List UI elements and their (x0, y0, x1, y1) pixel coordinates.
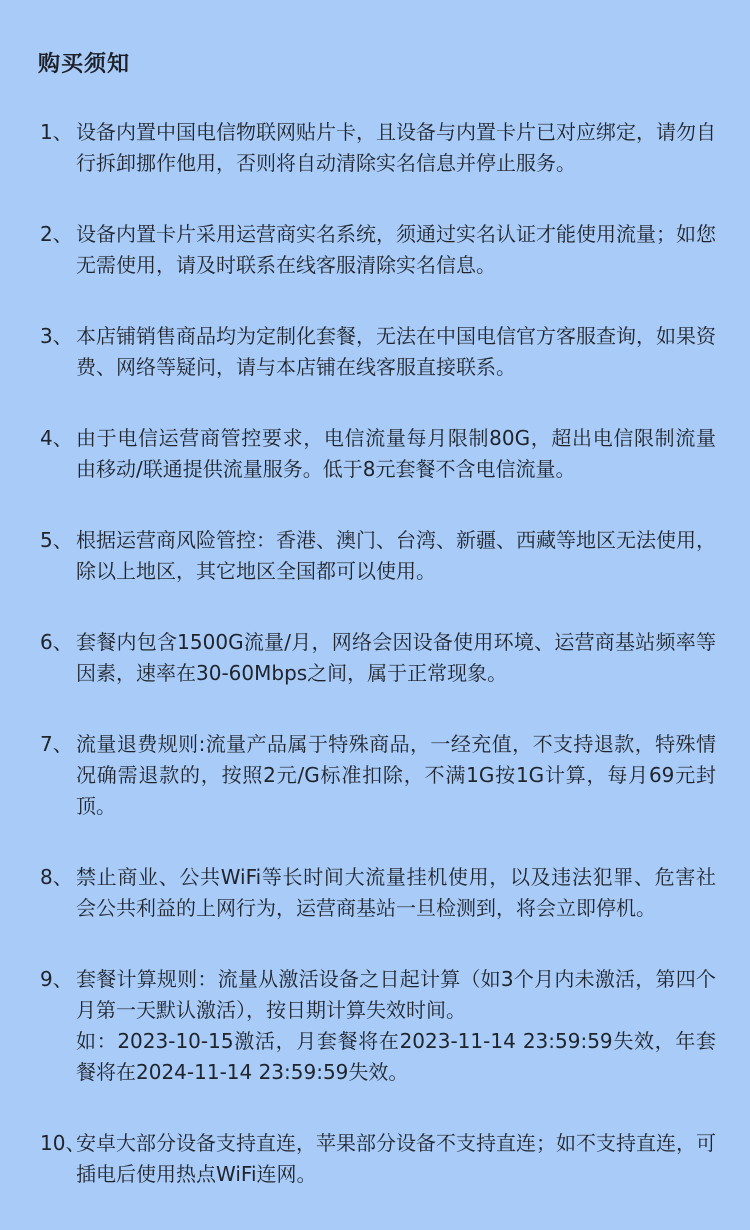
notice-item-number: 1、 (40, 120, 73, 144)
notice-item-number: 4、 (40, 426, 73, 450)
notice-item-2 (40, 219, 716, 281)
notice-item-text: 套餐计算规则：流量从激活设备之日起计算（如3个月内未激活，第四个月第一天默认激活），按日期计算失效时间。 (76, 967, 716, 1022)
notice-item-text: 本店铺销售商品均为定制化套餐，无法在中国电信官方客服查询，如果资费、网络等疑问，请与本店铺在线客服直接联系。 (76, 324, 716, 379)
notice-item-5 (40, 525, 716, 587)
notice-item-number: 3、 (40, 324, 73, 348)
notice-item-8 (40, 862, 716, 924)
notice-item-number: 5、 (40, 528, 73, 552)
notice-title: 购买须知 (38, 52, 131, 77)
notice-item-number: 10、 (40, 1131, 86, 1155)
notice-item-text: 流量退费规则:流量产品属于特殊商品，一经充值，不支持退款，特殊情况确需退款的，按照2元/G标准扣除，不满1G按1G计算，每月69元封顶。 (76, 732, 716, 818)
notice-item-text: 由于电信运营商管控要求，电信流量每月限制80G，超出电信限制流量由移动/联通提供流量服务。低于8元套餐不含电信流量。 (76, 426, 716, 481)
notice-item-number: 7、 (40, 732, 73, 756)
notice-item-6 (40, 627, 716, 689)
notice-item-number: 2、 (40, 222, 73, 246)
notice-item-number: 6、 (40, 630, 73, 654)
notice-item-text: 禁止商业、公共WiFi等长时间大流量挂机使用，以及违法犯罪、危害社会公共利益的上网行为，运营商基站一旦检测到，将会立即停机。 (76, 865, 716, 920)
notice-item-10 (40, 1128, 716, 1190)
notice-item-1 (40, 117, 716, 179)
notice-item-number: 9、 (40, 967, 73, 991)
notice-item-example: 如：2023-10-15激活，月套餐将在2023-11-14 23:59:59失效，年套餐将在2024-11-14 23:59:59失效。 (76, 1029, 716, 1084)
notice-rule-list (40, 117, 716, 1230)
notice-item-9 (40, 964, 716, 1088)
notice-item-7 (40, 729, 716, 822)
notice-item-text: 根据运营商风险管控：香港、澳门、台湾、新疆、西藏等地区无法使用，除以上地区，其它地区全国都可以使用。 (76, 528, 716, 583)
notice-item-text: 设备内置中国电信物联网贴片卡，且设备与内置卡片已对应绑定，请勿自行拆卸挪作他用，否则将自动清除实名信息并停止服务。 (76, 120, 716, 175)
notice-item-text: 安卓大部分设备支持直连，苹果部分设备不支持直连；如不支持直连，可插电后使用热点WiFi连网。 (76, 1131, 716, 1186)
notice-item-number: 8、 (40, 865, 73, 889)
notice-item-text: 设备内置卡片采用运营商实名系统，须通过实名认证才能使用流量；如您无需使用，请及时联系在线客服清除实名信息。 (76, 222, 716, 277)
notice-item-4 (40, 423, 716, 485)
notice-item-text: 套餐内包含1500G流量/月，网络会因设备使用环境、运营商基站频率等因素，速率在30-60Mbps之间，属于正常现象。 (76, 630, 716, 685)
notice-item-3 (40, 321, 716, 383)
